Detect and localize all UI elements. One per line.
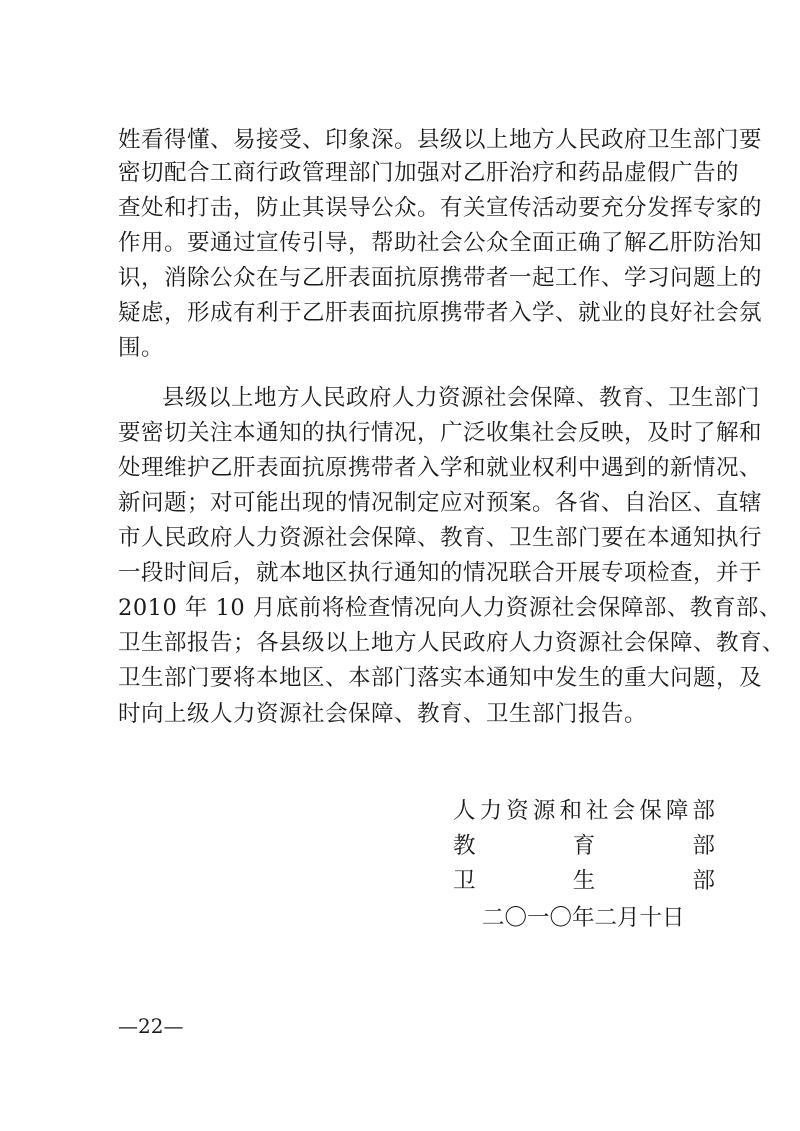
- paragraph-1-line-6: 疑虑，形成有利于乙肝表面抗原携带者入学、就业的良好社会氛: [118, 300, 763, 326]
- signature-ministry-hrss: 人力资源和社会保障部: [453, 798, 715, 824]
- paragraph-1-line-3: 查处和打击，防止其误导公众。有关宣传活动要充分发挥专家的: [118, 195, 763, 221]
- document-date: 二〇一〇年二月十日: [482, 905, 685, 931]
- page-number: —22—: [118, 1014, 184, 1038]
- signature-ministry-health: 卫生部: [453, 868, 715, 894]
- paragraph-2-line-8: 卫生部报告；各县级以上地方人民政府人力资源社会保障、教育、: [118, 630, 786, 656]
- paragraph-1-line-2: 密切配合工商行政管理部门加强对乙肝治疗和药品虚假广告的: [118, 160, 740, 186]
- paragraph-2-line-7: 2010 年 10 月底前将检查情况向人力资源社会保障部、教育部、: [118, 595, 782, 621]
- paragraph-1-line-1: 姓看得懂、易接受、印象深。县级以上地方人民政府卫生部门要: [118, 127, 763, 153]
- paragraph-2-line-9: 卫生部门要将本地区、本部门落实本通知中发生的重大问题，及: [118, 665, 763, 691]
- paragraph-2-line-4: 新问题；对可能出现的情况制定应对预案。各省、自治区、直辖: [118, 490, 763, 516]
- paragraph-2-line-5: 市人民政府人力资源社会保障、教育、卫生部门要在本通知执行: [118, 525, 763, 551]
- paragraph-1-line-4: 作用。要通过宣传引导，帮助社会公众全面正确了解乙肝防治知: [118, 230, 763, 256]
- paragraph-2-line-3: 处理维护乙肝表面抗原携带者入学和就业权利中遇到的新情况、: [118, 455, 763, 481]
- paragraph-2-line-1: 县级以上地方人民政府人力资源社会保障、教育、卫生部门: [162, 385, 761, 411]
- paragraph-2-line-10: 时向上级人力资源社会保障、教育、卫生部门报告。: [118, 701, 648, 727]
- paragraph-2-line-2: 要密切关注本通知的执行情况，广泛收集社会反映，及时了解和: [118, 420, 763, 446]
- paragraph-1-line-7: 围。: [118, 335, 165, 361]
- paragraph-2-line-6: 一段时间后，就本地区执行通知的情况联合开展专项检查，并于: [118, 560, 763, 586]
- signature-ministry-education: 教育部: [453, 833, 715, 859]
- paragraph-1-line-5: 识，消除公众在与乙肝表面抗原携带者一起工作、学习问题上的: [118, 265, 763, 291]
